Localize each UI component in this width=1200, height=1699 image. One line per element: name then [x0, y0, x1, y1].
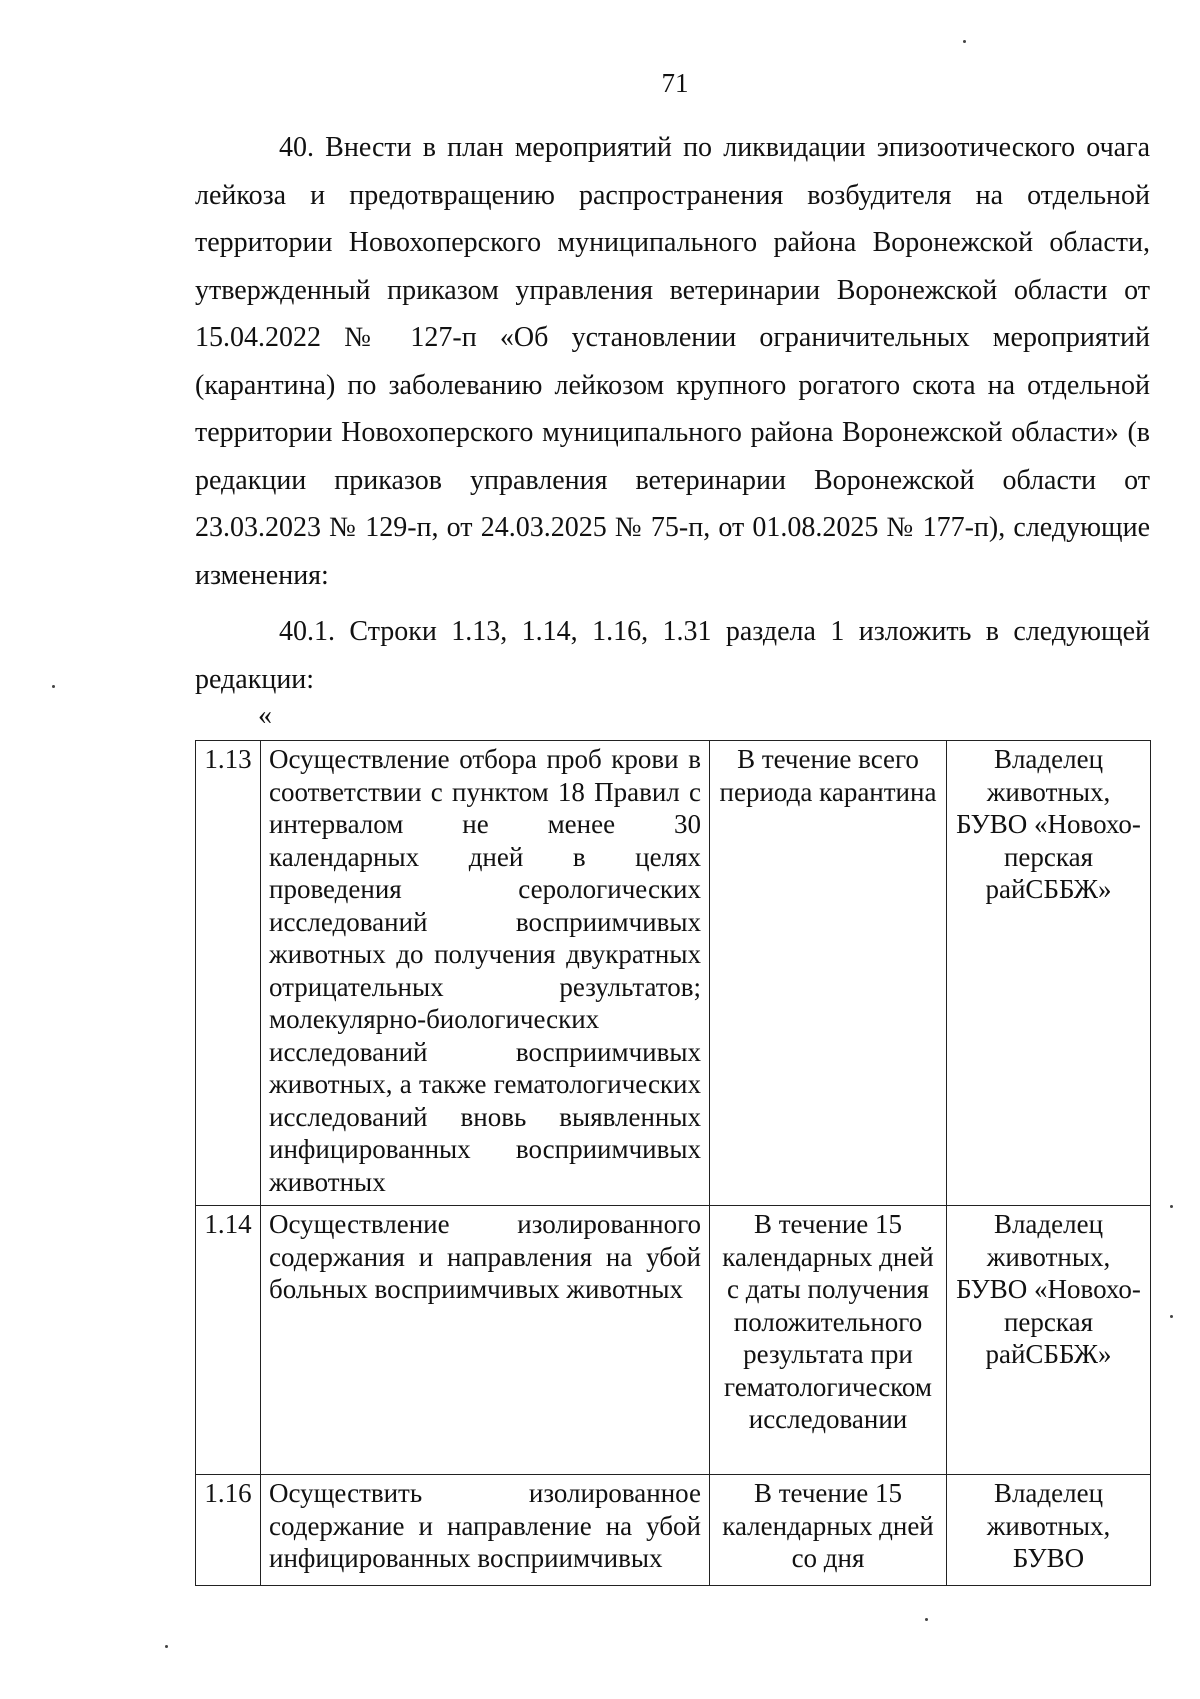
row-responsible: Владелец животных, БУВО [947, 1475, 1151, 1586]
row-number: 1.16 [196, 1475, 261, 1586]
paragraph-40: 40. Внести в план мероприятий по ликвидации эпизоотического очага лейкоза и предотвращению распространения возбудителя на отдельной территории Новохоперского муниципального района Воронежской области, утвержденный приказом управления ветеринарии Воронежской области от 15.04.2022 № 127-п «Об установлении ограничительных мероприятий (карантина) по заболеванию лейкозом крупного рогатого скота на отдельной территории Новохоперского муниципального района Воронежской области» (в редакции приказов управления ветеринарии Воронежской области от 23.03.2023 № 129-п, от 24.03.2025 № 75-п, от 01.08.2025 № 177-п), следующие изменения: [195, 132, 1150, 591]
row-number: 1.14 [196, 1206, 261, 1475]
scan-speck [165, 1645, 168, 1648]
row-term: В течение всего периода карантина [710, 741, 947, 1206]
row-event: Осуществление отбора проб крови в соответствии с пунктом 18 Правил с интервалом не менее 30 календарных дней в целях проведения серологических исследований восприимчивых животных до получения двукратных отрицательных результатов; молекулярно-биологических исследований восприимчивых животных, а также гематологических исследований вновь выявленных инфицированных восприимчивых животных [261, 741, 710, 1206]
row-term: В течение 15 календарных дней со дня [710, 1475, 947, 1586]
scan-speck [963, 40, 966, 43]
row-event: Осуществить изолированное содержание и направление на убой инфицированных восприимчивых [261, 1475, 710, 1586]
table-row [196, 741, 1151, 1206]
opening-quote: « [258, 700, 272, 731]
plan-table [195, 740, 1151, 1586]
row-number: 1.13 [196, 741, 261, 1206]
scan-speck [925, 1618, 928, 1621]
scan-speck [1170, 1315, 1173, 1318]
table-row [196, 1206, 1151, 1475]
table-row [196, 1475, 1151, 1586]
paragraph-40-1: 40.1. Строки 1.13, 1.14, 1.16, 1.31 раздела 1 изложить в следующей редакции: [195, 616, 1150, 695]
row-responsible: Владелец животных, БУВО «Новохо-перская райСББЖ» [947, 1206, 1151, 1475]
scan-speck [1170, 1205, 1173, 1208]
row-term: В течение 15 календарных дней с даты получения положительного результата при гематологическом исследовании [710, 1206, 947, 1475]
plan-table-wrapper [195, 740, 1151, 1586]
row-event: Осуществление изолированного содержания и направления на убой больных восприимчивых животных [261, 1206, 710, 1475]
scan-speck [52, 685, 55, 688]
row-responsible: Владелец животных, БУВО «Новохо-перская райСББЖ» [947, 741, 1151, 1206]
page-number: 71 [661, 68, 689, 98]
